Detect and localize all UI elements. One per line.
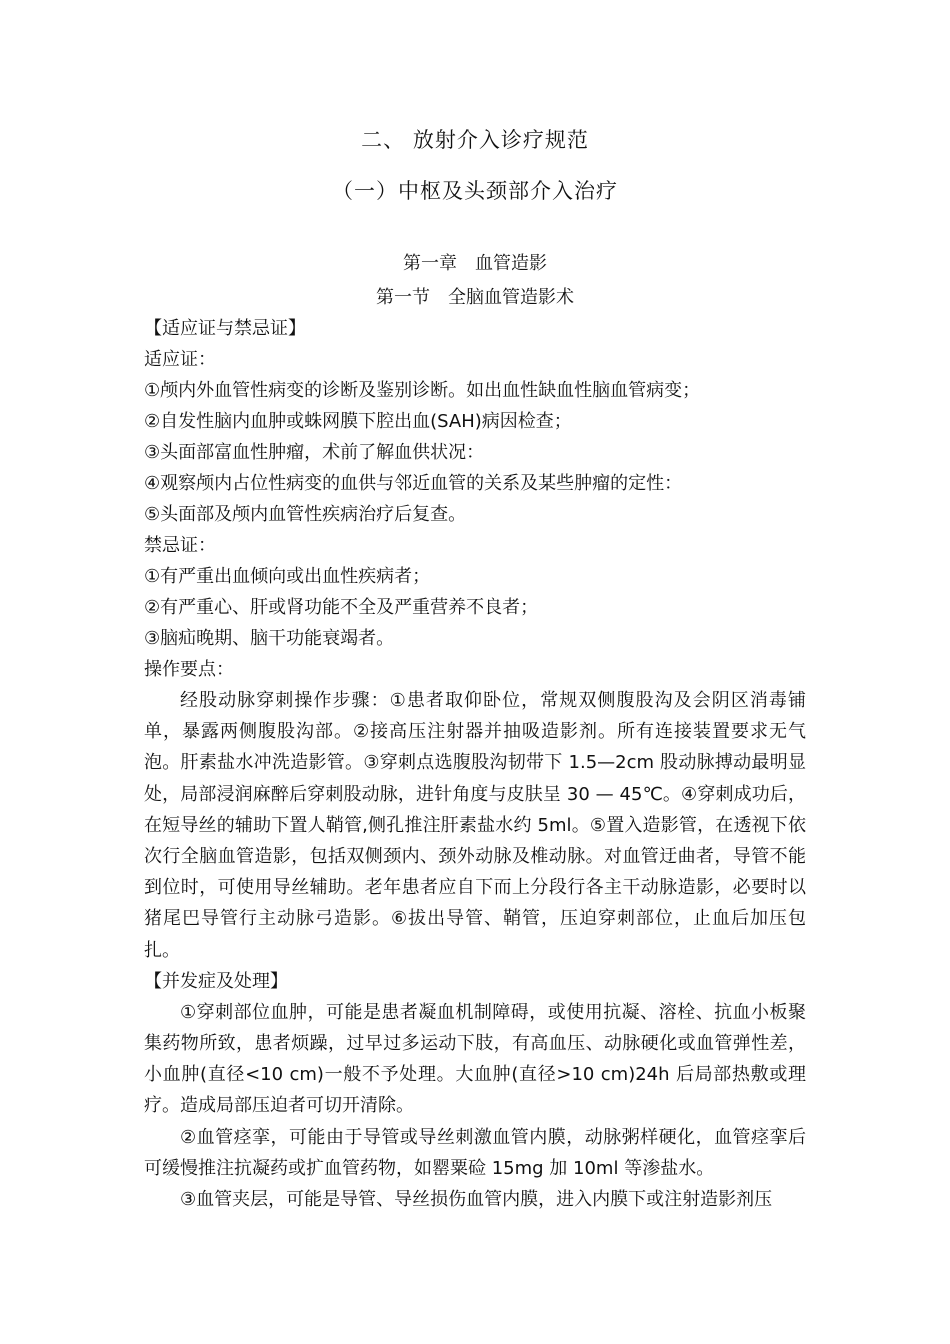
document-subtitle: （一）中枢及头颈部介入治疗	[332, 179, 618, 203]
complication-paragraph: ③血管夹层，可能是导管、导丝损伤血管内膜，进入内膜下或注射造影剂压	[180, 1189, 773, 1211]
chapter-heading: 第一章 血管造影	[403, 253, 547, 274]
contraindication-item: ③脑疝晚期、脑干功能衰竭者。	[144, 628, 395, 649]
procedure-paragraph: 经股动脉穿刺操作步骤：①患者取仰卧位，常规双侧腹股沟及会阴区消毒铺单，暴露两侧腹股沟部。②接高压注射器并抽吸造影剂。所有连接装置要求无气泡。肝素盐水冲洗造影管。③穿刺点选腹股沟韧带下 1.5—2cm 股动脉搏动最明显处，局部浸润麻醉后穿刺股动脉，进针角度与皮肤呈 30 — 45℃。④穿刺成功后，在短导丝的辅助下置人鞘管,侧孔推注肝素盐水约 5ml。⑤置入造影管，在透视下依次行全脑血管造影，包括双侧颈内、颈外动脉及椎动脉。对血管迂曲者，导管不能到位时，可使用导丝辅助。老年患者应自下而上分段行各主干动脉造影，必要时以猪尾巴导管行主动脉弓造影。⑥拔出导管、鞘管，压迫穿刺部位，止血后加压包扎。	[144, 690, 806, 961]
contraindication-item: ②有严重心、肝或肾功能不全及严重营养不良者；	[144, 597, 539, 618]
document-title: 二、 放射介入诊疗规范	[361, 128, 589, 152]
indication-item: ④观察颅内占位性病变的血供与邻近血管的关系及某些肿瘤的定性：	[144, 473, 683, 494]
section-heading: 第一节 全脑血管造影术	[376, 287, 574, 308]
indications-label: 适应证：	[144, 349, 216, 370]
complications-heading: 【并发症及处理】	[144, 970, 288, 992]
complication-paragraph: ②血管痉挛，可能由于导管或导丝刺激血管内膜，动脉粥样硬化，血管痉挛后可缓慢推注抗凝药或扩血管药物，如罂粟硷 15mg 加 10ml 等渗盐水。	[144, 1126, 806, 1179]
contraindications-label: 禁忌证：	[144, 535, 216, 556]
complication-paragraph: ①穿刺部位血肿，可能是患者凝血机制障碍，或使用抗凝、溶栓、抗血小板聚集药物所致，患者烦躁，过早过多运动下肢，有高血压、动脉硬化或血管弹性差，小血肿(直径<10 cm)一般不予处理。大血肿(直径>10 cm)24h 后局部热敷或理疗。造成局部压迫者可切开清除。	[144, 1001, 806, 1117]
contraindication-item: ①有严重出血倾向或出血性疾病者；	[144, 566, 431, 587]
indications-heading: 【适应证与禁忌证】	[144, 318, 306, 339]
indication-item: ②自发性脑内血肿或蛛网膜下腔出血(SAH)病因检查；	[144, 411, 572, 432]
document-body	[144, 313, 806, 1215]
indication-item: ①颅内外血管性病变的诊断及鉴别诊断。如出血性缺血性脑血管病变；	[144, 380, 701, 401]
procedure-label: 操作要点：	[144, 659, 234, 680]
indication-item: ⑤头面部及颅内血管性疾病治疗后复查。	[144, 504, 467, 525]
indication-item: ③头面部富血性肿瘤，术前了解血供状况：	[144, 442, 485, 463]
